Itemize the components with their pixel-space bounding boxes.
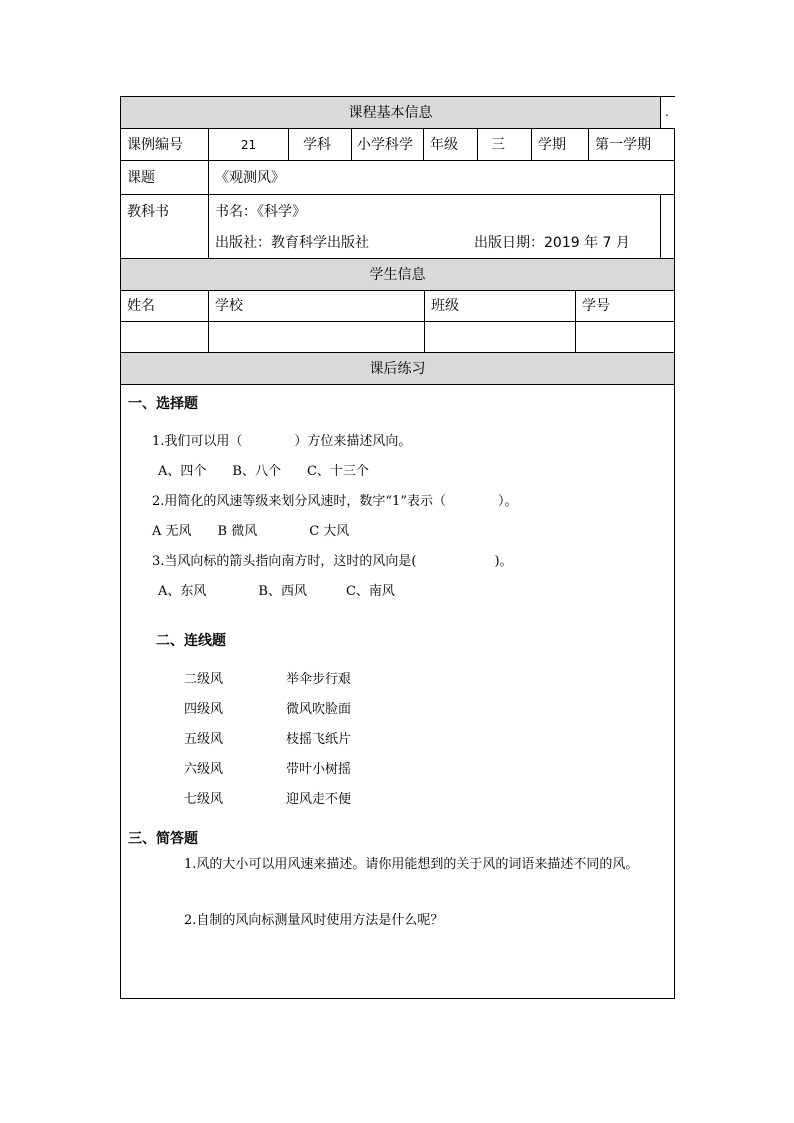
grade-value: 三	[491, 137, 505, 153]
match-right-item: 举伞步行艰	[286, 672, 352, 687]
case-no-value: 21	[240, 138, 257, 152]
course-info-header: 课程基本信息	[348, 105, 433, 121]
question-1-options: A、四个 B、八个 C、十三个	[158, 464, 369, 479]
table-border	[120, 352, 675, 353]
name-label: 姓名	[127, 298, 155, 314]
table-border	[351, 128, 352, 160]
school-label: 学校	[215, 298, 243, 314]
table-border	[660, 194, 661, 258]
question-3-options: A、东风 B、西风 C、南风	[158, 584, 395, 599]
question-2: 2.用简化的风速等级来划分风速时，数字“1”表示（ ）。	[152, 494, 518, 509]
table-border	[120, 96, 675, 97]
short-answer-2: 2.自制的风向标测量风时使用方法是什么呢？	[184, 913, 444, 928]
table-border	[120, 160, 675, 161]
section3-title: 三、简答题	[128, 831, 198, 847]
table-border	[674, 128, 675, 999]
match-left-item: 五级风	[184, 732, 224, 747]
table-border	[423, 128, 424, 160]
match-left-item: 六级风	[184, 762, 224, 777]
subject-label: 学科	[303, 137, 331, 153]
corner-mark: .	[665, 105, 669, 119]
short-answer-1: 1.风的大小可以用风速来描述。请你用能想到的关于风的词语来描述不同的风。	[184, 857, 639, 872]
table-border	[588, 128, 589, 160]
table-border	[477, 128, 478, 160]
term-value: 第一学期	[595, 137, 651, 153]
class-label: 班级	[431, 298, 459, 314]
grade-label: 年级	[430, 137, 458, 153]
table-border	[120, 290, 675, 291]
match-right-item: 迎风走不便	[286, 792, 352, 807]
question-1: 1.我们可以用（ ）方位来描述风向。	[152, 434, 412, 449]
question-3: 3.当风向标的箭头指向南方时，这时的风向是( )。	[152, 554, 513, 569]
match-left-item: 二级风	[184, 672, 224, 687]
publish-date: 出版日期：2019 年 7 月	[474, 235, 630, 251]
match-left-item: 四级风	[184, 702, 224, 717]
term-label: 学期	[538, 137, 566, 153]
table-border	[288, 128, 289, 160]
match-left-item: 七级风	[184, 792, 224, 807]
table-border	[208, 290, 209, 352]
table-border	[120, 384, 675, 385]
section1-title: 一、选择题	[128, 396, 198, 412]
textbook-label: 教科书	[127, 204, 169, 220]
table-border	[120, 194, 675, 195]
table-border	[120, 258, 675, 259]
topic-label: 课题	[127, 170, 155, 186]
table-border	[120, 321, 675, 322]
exercise-header: 课后练习	[369, 361, 426, 377]
question-2-options: A 无风 B 微风 C 大风	[152, 524, 350, 539]
book-name: 书名：《科学》	[215, 204, 306, 220]
table-border	[424, 290, 425, 352]
table-border	[120, 128, 675, 129]
match-right-item: 微风吹脸面	[286, 702, 352, 717]
table-border	[531, 128, 532, 160]
match-right-item: 枝摇飞纸片	[286, 732, 352, 747]
topic-value: 《观测风》	[215, 170, 285, 186]
case-no-label: 课例编号	[127, 137, 183, 153]
publisher: 出版社：教育科学出版社	[215, 235, 369, 251]
section2-title: 二、连线题	[156, 633, 226, 649]
table-border	[120, 998, 675, 999]
match-right-item: 带叶小树摇	[286, 762, 352, 777]
student-info-header: 学生信息	[369, 267, 426, 283]
id-label: 学号	[582, 298, 610, 314]
subject-value: 小学科学	[357, 137, 413, 153]
table-border	[575, 290, 576, 352]
table-border	[660, 96, 661, 128]
table-border	[120, 96, 121, 999]
